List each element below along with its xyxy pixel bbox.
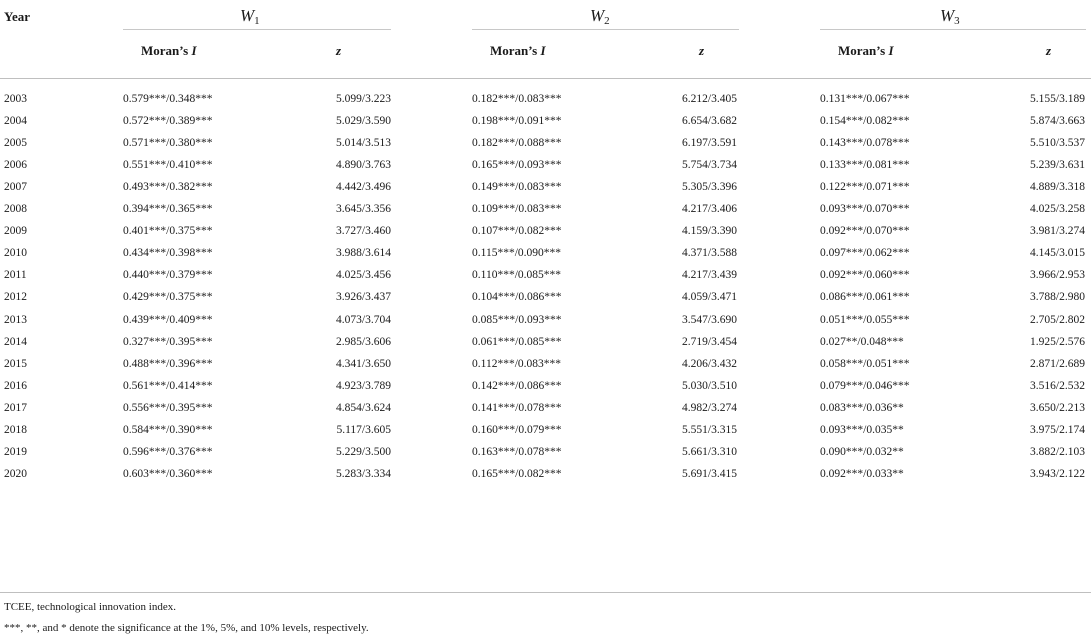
cell-w3-z: 3.966/2.953 [1030, 269, 1085, 282]
header-w1-subscript: 1 [254, 15, 260, 27]
cell-w3-moran: 0.092***/0.070*** [820, 225, 910, 238]
cell-w2-moran: 0.085***/0.093*** [472, 313, 562, 326]
cell-w1-moran: 0.488***/0.396*** [123, 357, 213, 370]
cell-w1-z: 4.923/3.789 [336, 379, 391, 392]
moran-italic: I [540, 43, 546, 58]
cell-w2-z: 2.719/3.454 [682, 335, 737, 348]
table-row [0, 155, 1091, 175]
header-w3-subscript: 3 [954, 15, 960, 27]
header-w1-z: z [336, 43, 342, 58]
cell-w2-moran: 0.182***/0.088*** [472, 137, 562, 150]
cell-w1-z: 2.985/3.606 [336, 335, 391, 348]
cell-w2-z: 5.754/3.734 [682, 159, 737, 172]
cell-w1-moran: 0.556***/0.395*** [123, 401, 213, 414]
cell-w3-moran: 0.090***/0.032** [820, 445, 904, 458]
header-w2-symbol: W [590, 6, 605, 25]
cell-w1-z: 3.926/3.437 [336, 291, 391, 304]
cell-w3-z: 5.239/3.631 [1030, 159, 1085, 172]
cell-w3-z: 3.516/2.532 [1030, 379, 1085, 392]
table-row [0, 376, 1091, 396]
group-rule-w2 [472, 29, 739, 30]
cell-w3-z: 5.155/3.189 [1030, 93, 1085, 105]
cell-year: 2009 [4, 225, 27, 238]
cell-w3-moran: 0.092***/0.060*** [820, 269, 910, 282]
group-rule-w1 [123, 29, 391, 30]
cell-w1-z: 5.229/3.500 [336, 445, 391, 458]
cell-year: 2018 [4, 423, 27, 436]
cell-w2-z: 4.206/3.432 [682, 357, 737, 370]
header-w3 [940, 6, 960, 27]
cell-w1-moran: 0.572***/0.389*** [123, 115, 213, 128]
cell-w2-z: 5.691/3.415 [682, 467, 737, 480]
cell-w2-z: 4.371/3.588 [682, 247, 737, 260]
cell-w3-z: 4.145/3.015 [1030, 247, 1085, 260]
cell-w2-z: 6.197/3.591 [682, 137, 737, 150]
header-w1-moran [141, 43, 197, 59]
cell-w1-moran: 0.429***/0.375*** [123, 291, 213, 304]
cell-w1-z: 4.442/3.496 [336, 181, 391, 194]
cell-w1-z: 5.117/3.605 [336, 423, 391, 436]
cell-year: 2010 [4, 247, 27, 260]
moran-label: Moran’s [141, 43, 192, 58]
cell-w2-moran: 0.163***/0.078*** [472, 445, 562, 458]
table-row [0, 265, 1091, 285]
cell-w1-moran: 0.327***/0.395*** [123, 335, 213, 348]
cell-w3-z: 3.943/2.122 [1030, 467, 1085, 480]
cell-w3-moran: 0.154***/0.082*** [820, 115, 910, 128]
cell-year: 2013 [4, 313, 27, 326]
cell-w3-z: 1.925/2.576 [1030, 335, 1085, 348]
cell-year: 2014 [4, 335, 27, 348]
table-row [0, 354, 1091, 374]
table-row [0, 310, 1091, 330]
table-row [0, 420, 1091, 440]
moran-label: Moran’s [490, 43, 541, 58]
table-row [0, 464, 1091, 484]
cell-w2-moran: 0.115***/0.090*** [472, 247, 562, 260]
cell-w3-z: 2.705/2.802 [1030, 313, 1085, 326]
cell-w3-z: 4.889/3.318 [1030, 181, 1085, 194]
table-row [0, 111, 1091, 131]
cell-w3-moran: 0.093***/0.070*** [820, 203, 910, 216]
cell-w1-z: 4.073/3.704 [336, 313, 391, 326]
header-bottom-rule [0, 78, 1091, 79]
cell-w3-z: 3.650/2.213 [1030, 401, 1085, 414]
header-w2 [590, 6, 610, 27]
header-w2-moran [490, 43, 546, 59]
header-w3-z: z [1046, 43, 1052, 58]
cell-w2-moran: 0.160***/0.079*** [472, 423, 562, 436]
cell-w1-moran: 0.440***/0.379*** [123, 269, 213, 282]
cell-w1-z: 4.854/3.624 [336, 401, 391, 414]
cell-w3-moran: 0.093***/0.035** [820, 423, 904, 436]
cell-w1-moran: 0.493***/0.382*** [123, 181, 213, 194]
table-row [0, 243, 1091, 263]
cell-w3-moran: 0.122***/0.071*** [820, 181, 910, 194]
cell-w3-z: 5.510/3.537 [1030, 137, 1085, 150]
cell-w1-moran: 0.571***/0.380*** [123, 137, 213, 150]
cell-w2-z: 4.059/3.471 [682, 291, 737, 304]
cell-w2-z: 3.547/3.690 [682, 313, 737, 326]
cell-year: 2003 [4, 93, 27, 105]
table-row [0, 398, 1091, 418]
cell-w3-moran: 0.131***/0.067*** [820, 93, 910, 105]
table-note-significance: ***, **, and * denote the significance at the 1%, 5%, and 10% levels, respectively. [4, 622, 369, 634]
cell-w1-moran: 0.551***/0.410*** [123, 159, 213, 172]
cell-year: 2017 [4, 401, 27, 414]
cell-year: 2007 [4, 181, 27, 194]
cell-year: 2012 [4, 291, 27, 304]
cell-w2-moran: 0.110***/0.085*** [472, 269, 562, 282]
cell-year: 2020 [4, 467, 27, 480]
cell-w3-z: 3.882/2.103 [1030, 445, 1085, 458]
cell-w3-z: 2.871/2.689 [1030, 357, 1085, 370]
table-note-abbreviation: TCEE, technological innovation index. [4, 601, 176, 613]
cell-w1-moran: 0.584***/0.390*** [123, 423, 213, 436]
cell-w1-moran: 0.603***/0.360*** [123, 467, 213, 480]
cell-w1-z: 3.727/3.460 [336, 225, 391, 238]
header-w1 [240, 6, 260, 27]
cell-year: 2004 [4, 115, 27, 128]
table-row [0, 442, 1091, 462]
cell-w3-z: 3.975/2.174 [1030, 423, 1085, 436]
table-row [0, 199, 1091, 219]
cell-w1-moran: 0.434***/0.398*** [123, 247, 213, 260]
table-bottom-rule [0, 592, 1091, 593]
cell-w1-moran: 0.439***/0.409*** [123, 313, 213, 326]
cell-w1-moran: 0.401***/0.375*** [123, 225, 213, 238]
cell-w3-moran: 0.083***/0.036** [820, 401, 904, 414]
cell-w1-z: 4.341/3.650 [336, 357, 391, 370]
cell-w1-moran: 0.579***/0.348*** [123, 93, 213, 105]
cell-w3-z: 3.981/3.274 [1030, 225, 1085, 238]
cell-w2-z: 5.551/3.315 [682, 423, 737, 436]
cell-year: 2011 [4, 269, 27, 282]
cell-w2-moran: 0.149***/0.083*** [472, 181, 562, 194]
cell-w1-z: 4.025/3.456 [336, 269, 391, 282]
header-w2-z: z [699, 43, 705, 58]
table-row [0, 133, 1091, 153]
moran-label: Moran’s [838, 43, 889, 58]
cell-w2-moran: 0.104***/0.086*** [472, 291, 562, 304]
cell-w2-moran: 0.165***/0.082*** [472, 467, 562, 480]
header-w1-symbol: W [240, 6, 255, 25]
header-year: Year [4, 9, 30, 24]
cell-w3-z: 4.025/3.258 [1030, 203, 1085, 216]
cell-w2-moran: 0.107***/0.082*** [472, 225, 562, 238]
cell-w3-z: 3.788/2.980 [1030, 291, 1085, 304]
cell-w2-moran: 0.182***/0.083*** [472, 93, 562, 105]
cell-w2-moran: 0.141***/0.078*** [472, 401, 562, 414]
group-rule-w3 [820, 29, 1086, 30]
cell-year: 2006 [4, 159, 27, 172]
cell-w2-moran: 0.165***/0.093*** [472, 159, 562, 172]
cell-w1-moran: 0.596***/0.376*** [123, 445, 213, 458]
cell-w3-moran: 0.133***/0.081*** [820, 159, 910, 172]
header-w3-symbol: W [940, 6, 955, 25]
cell-w3-moran: 0.058***/0.051*** [820, 357, 910, 370]
cell-year: 2008 [4, 203, 27, 216]
cell-w2-z: 5.305/3.396 [682, 181, 737, 194]
cell-w3-moran: 0.086***/0.061*** [820, 291, 910, 304]
cell-w2-z: 4.982/3.274 [682, 401, 737, 414]
header-w2-subscript: 2 [604, 15, 610, 27]
cell-w1-z: 5.029/3.590 [336, 115, 391, 128]
cell-w2-moran: 0.198***/0.091*** [472, 115, 562, 128]
cell-w2-moran: 0.112***/0.083*** [472, 357, 562, 370]
cell-w2-moran: 0.109***/0.083*** [472, 203, 562, 216]
cell-w1-moran: 0.561***/0.414*** [123, 379, 213, 392]
cell-w2-moran: 0.142***/0.086*** [472, 379, 562, 392]
cell-w1-z: 3.645/3.356 [336, 203, 391, 216]
cell-year: 2005 [4, 137, 27, 150]
cell-w1-z: 5.283/3.334 [336, 467, 391, 480]
cell-w3-moran: 0.079***/0.046*** [820, 379, 910, 392]
cell-year: 2019 [4, 445, 27, 458]
table-row [0, 287, 1091, 307]
cell-w2-z: 5.661/3.310 [682, 445, 737, 458]
cell-w3-moran: 0.051***/0.055*** [820, 313, 910, 326]
table-row [0, 221, 1091, 241]
table-row [0, 89, 1091, 109]
cell-w2-z: 4.217/3.406 [682, 203, 737, 216]
cell-w2-z: 4.159/3.390 [682, 225, 737, 238]
header-w3-moran [838, 43, 894, 59]
cell-w2-z: 4.217/3.439 [682, 269, 737, 282]
table-row [0, 177, 1091, 197]
moran-italic: I [191, 43, 197, 58]
cell-w1-z: 3.988/3.614 [336, 247, 391, 260]
cell-w1-z: 5.099/3.223 [336, 93, 391, 105]
cell-w2-z: 6.212/3.405 [682, 93, 737, 105]
moran-italic: I [888, 43, 894, 58]
cell-w3-z: 5.874/3.663 [1030, 115, 1085, 128]
cell-w1-z: 5.014/3.513 [336, 137, 391, 150]
cell-year: 2016 [4, 379, 27, 392]
cell-w3-moran: 0.097***/0.062*** [820, 247, 910, 260]
table-row [0, 332, 1091, 352]
cell-w3-moran: 0.092***/0.033** [820, 467, 904, 480]
cell-year: 2015 [4, 357, 27, 370]
cell-w3-moran: 0.143***/0.078*** [820, 137, 910, 150]
cell-w1-moran: 0.394***/0.365*** [123, 203, 213, 216]
cell-w3-moran: 0.027**/0.048*** [820, 335, 904, 348]
cell-w2-z: 6.654/3.682 [682, 115, 737, 128]
cell-w2-z: 5.030/3.510 [682, 379, 737, 392]
cell-w1-z: 4.890/3.763 [336, 159, 391, 172]
cell-w2-moran: 0.061***/0.085*** [472, 335, 562, 348]
